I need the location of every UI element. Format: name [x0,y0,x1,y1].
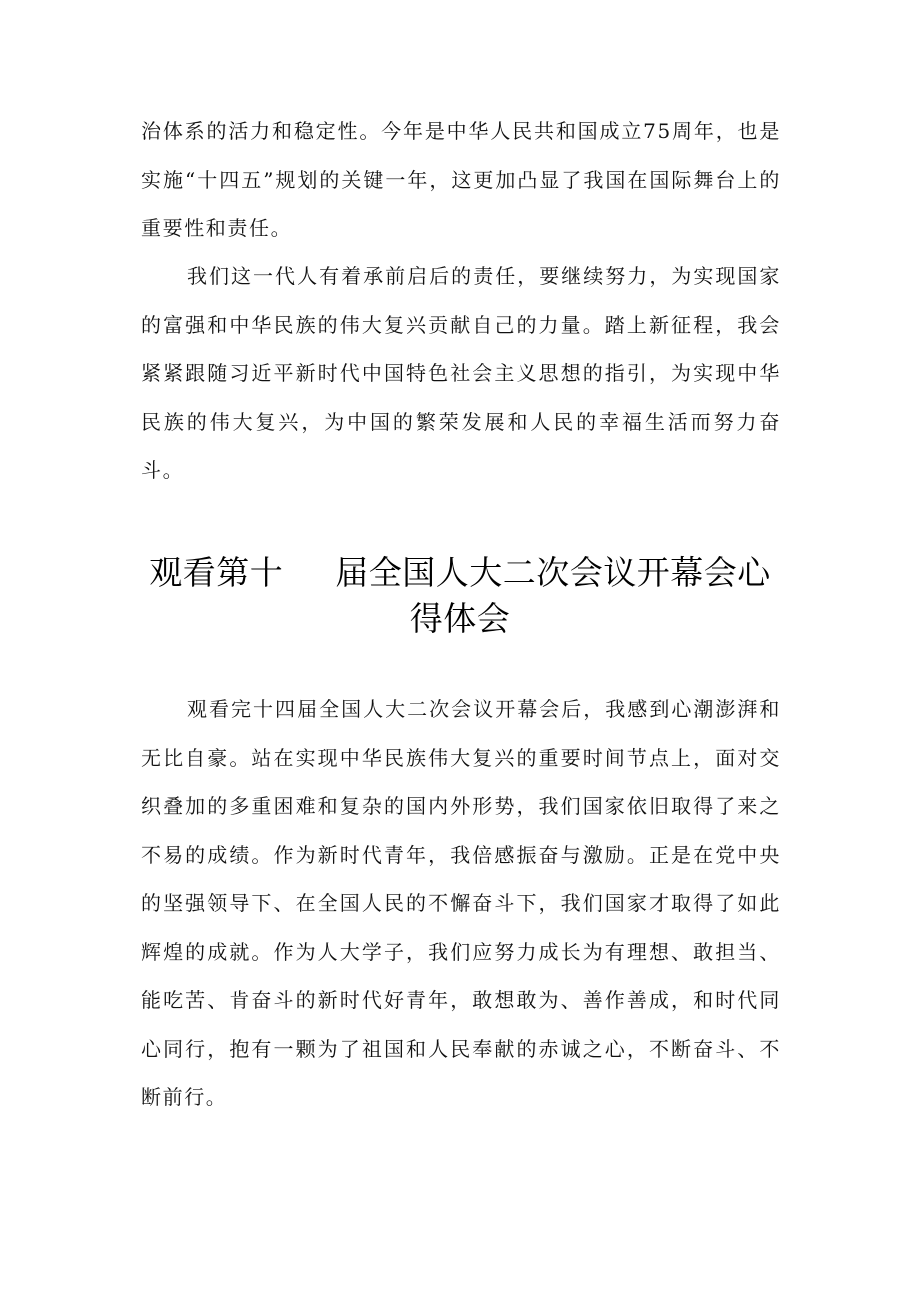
heading-part-1: 观看第十 [149,553,284,592]
paragraph-continued: 治体系的活力和稳定性。今年是中华人民共和国成立75周年，也是实施“十四五”规划的关键一年，这更加凸显了我国在国际舞台上的重要性和责任。 [141,119,781,240]
paragraph-3: 观看完十四届全国人大二次会议开幕会后，我感到心潮澎湃和无比自豪。站在实现中华民族伟大复兴的重要时间节点上，面对交织叠加的多重困难和复杂的国内外形势，我们国家依旧取得了来之不易的成绩。作为新时代青年，我倍感振奋与激励。正是在党中央的坚强领导下、在全国人民的不懈奋斗下，我们国家才取得了如此辉煌的成就。作为人大学子，我们应努力成长为有理想、敢担当、能吃苦、肯奋斗的新时代好青年，敢想敢为、善作善成，和时代同心同行，抱有一颗为了祖国和人民奉献的赤诚之心，不断奋斗、不断前行。 [141,697,781,1109]
document-heading [120,550,800,642]
heading-part-2: 届全国人大二次会议开幕会心 [335,553,771,592]
paragraph-2: 我们这一代人有着承前启后的责任，要继续努力，为实现国家的富强和中华民族的伟大复兴贡献自己的力量。踏上新征程，我会紧紧跟随习近平新时代中国特色社会主义思想的指引，为实现中华民族的伟大复兴，为中国的繁荣发展和人民的幸福生活而努力奋斗。 [141,264,781,482]
heading-part-3: 得体会 [409,599,511,638]
